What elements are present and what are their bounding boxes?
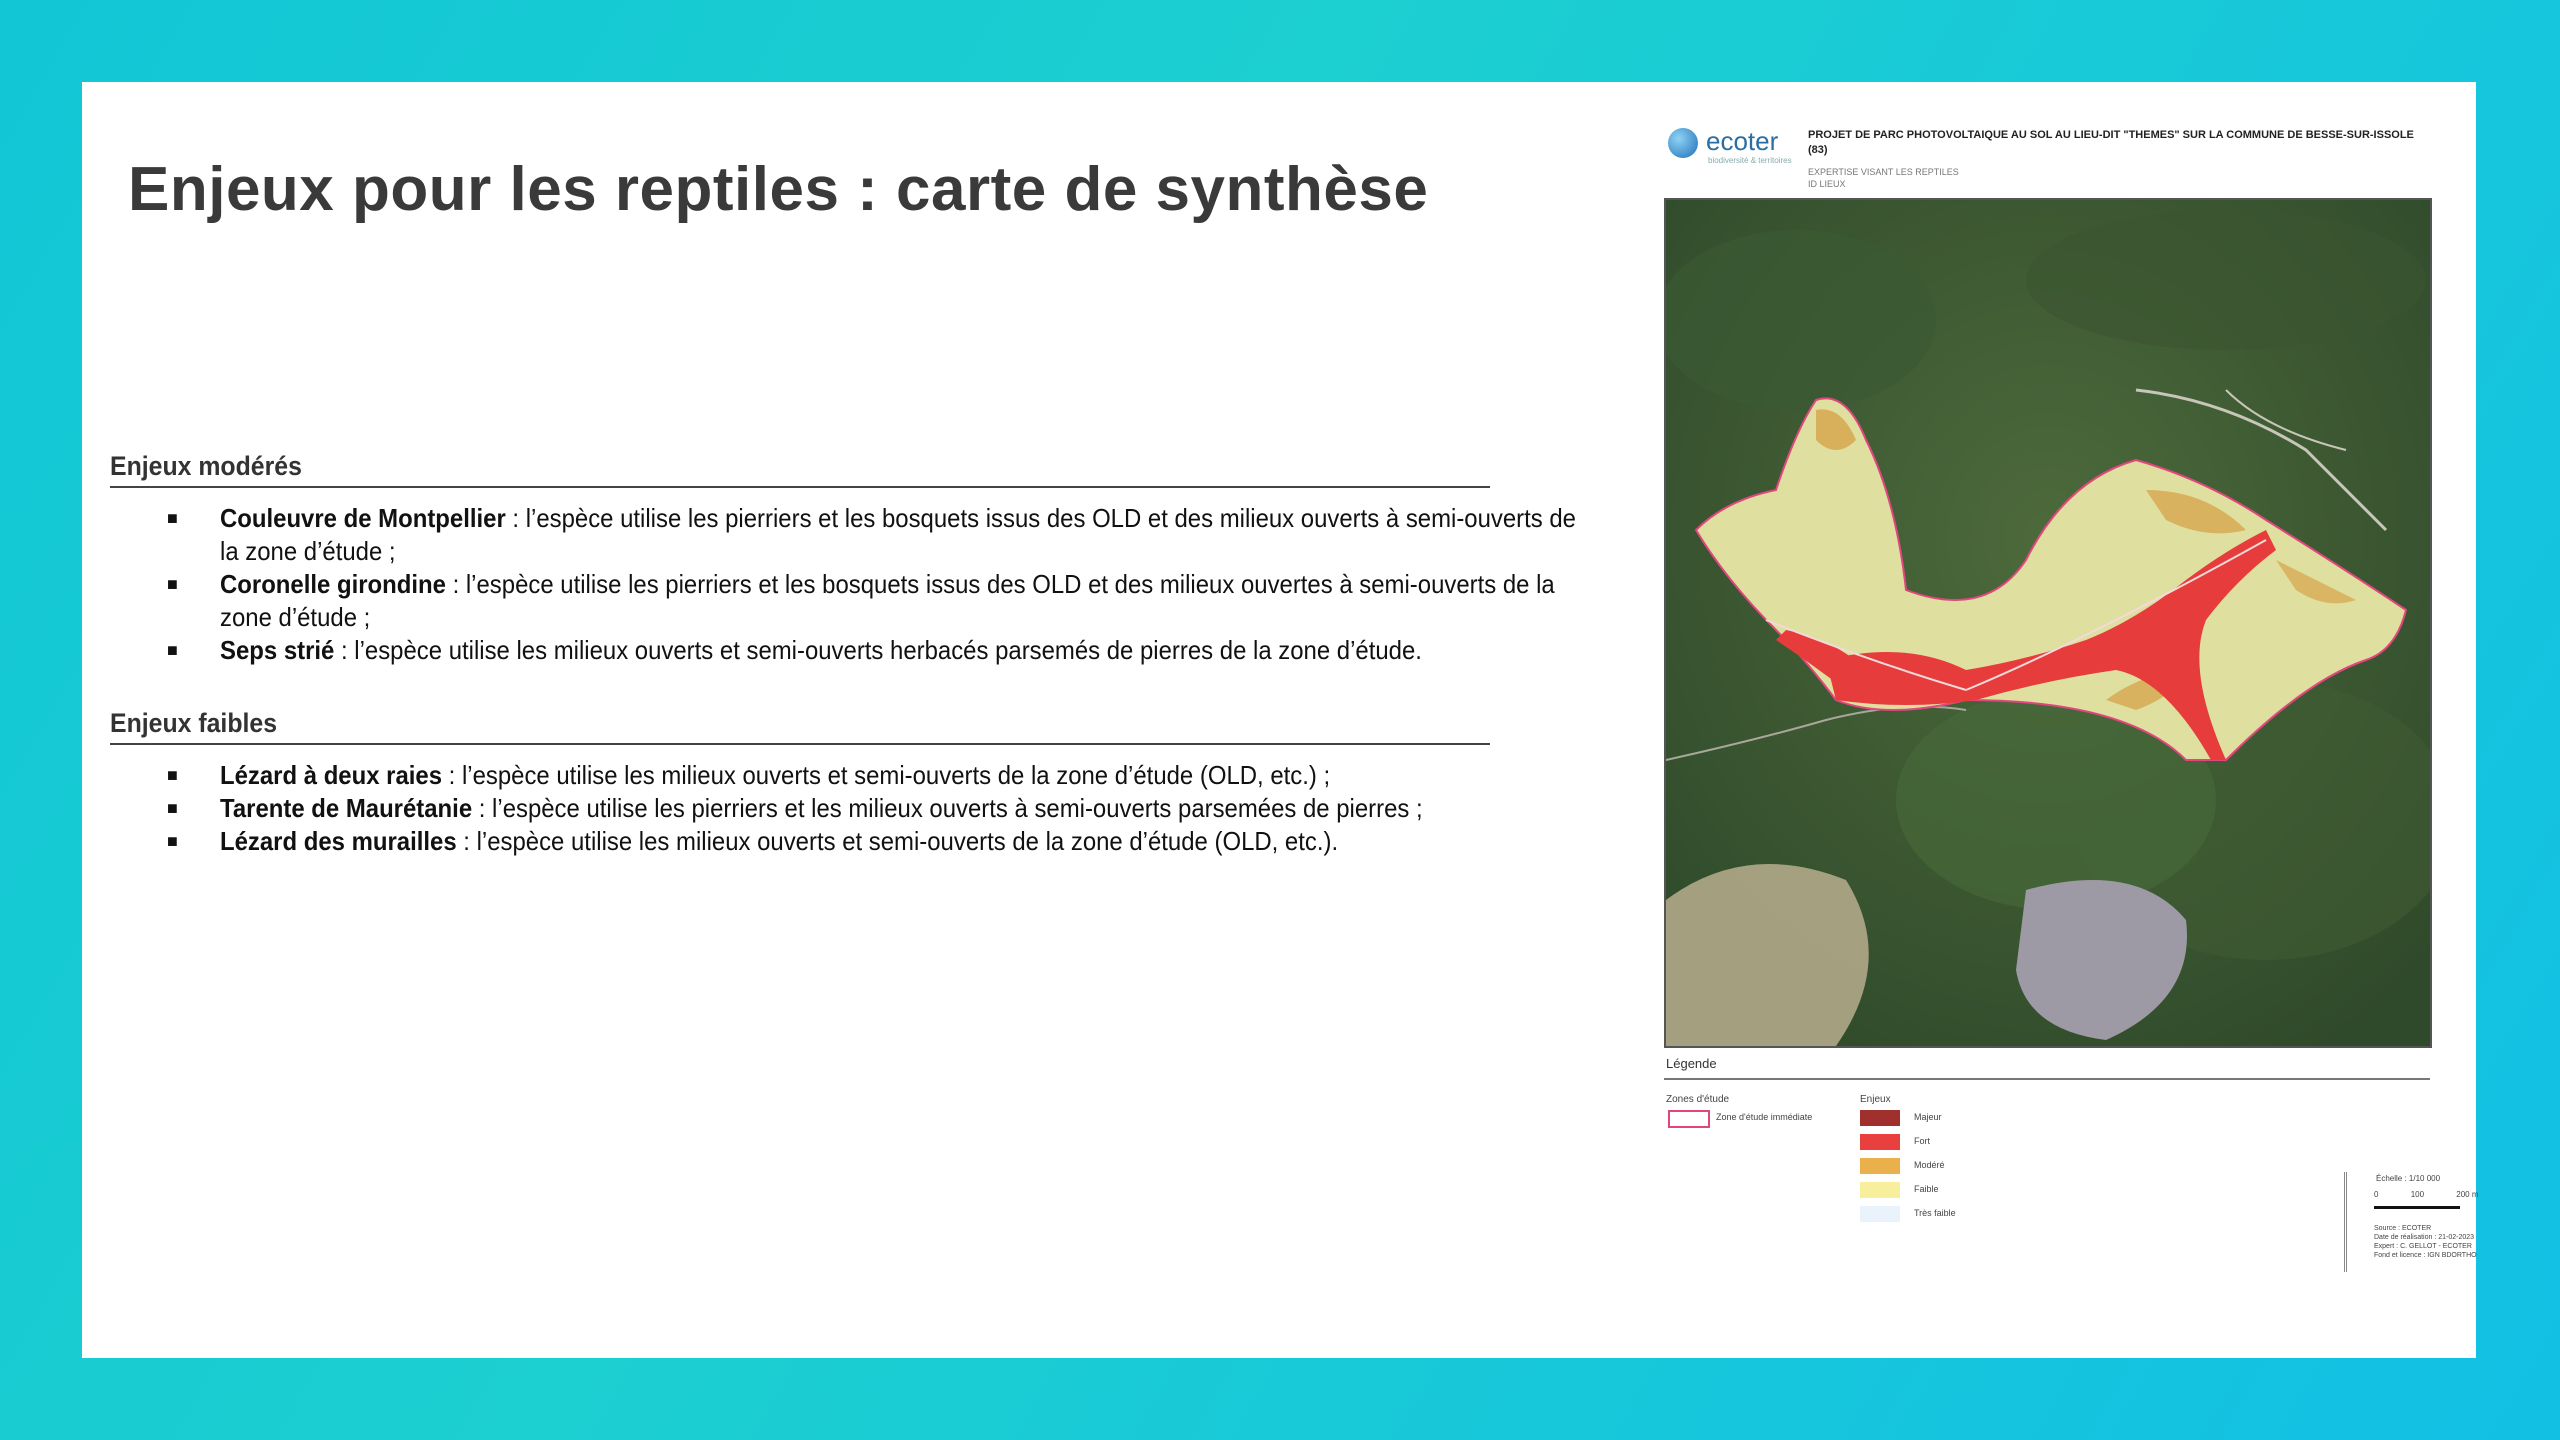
scale-bar	[2374, 1206, 2460, 1209]
content-text	[110, 450, 1610, 898]
scale-divider	[2344, 1172, 2348, 1272]
zone-swatch	[1668, 1110, 1710, 1128]
section-moderes	[110, 450, 1610, 667]
list-item	[110, 502, 1610, 568]
list-item	[110, 792, 1610, 825]
bullet-icon: ■	[167, 765, 178, 785]
bullet-icon: ■	[167, 640, 178, 660]
species-list	[110, 502, 1610, 667]
legend-label: Modéré	[1914, 1160, 1945, 1170]
enjeux-label: Enjeux	[1860, 1094, 1891, 1105]
aerial-map	[1664, 198, 2432, 1048]
legend-swatch-tres-faible	[1860, 1206, 1900, 1222]
zone-item-label: Zone d'étude immédiate	[1716, 1112, 1813, 1122]
species-name: Lézard à deux raies	[220, 760, 443, 790]
field-area	[1666, 864, 1869, 1046]
species-name: Lézard des murailles	[220, 826, 457, 856]
legend-swatch-modere	[1860, 1158, 1900, 1174]
species-text: : l’espèce utilise les milieux ouverts et semi-ouverts de la zone d’étude (OLD, etc.) ;	[442, 760, 1331, 790]
legend-divider	[1664, 1078, 2430, 1080]
legend-label: Très faible	[1914, 1208, 1956, 1218]
bullet-icon: ■	[167, 508, 178, 528]
species-list	[110, 759, 1610, 858]
species-name: Tarente de Maurétanie	[220, 793, 473, 823]
species-text: : l’espèce utilise les pierriers et les bosquets issus des OLD et des milieux ouverts à semi-ouverts de la zone d’étude ;	[220, 503, 1576, 566]
page-title: Enjeux pour les reptiles : carte de synthèse	[128, 155, 1429, 224]
section-faibles	[110, 707, 1610, 858]
aerial-map-graphic	[1666, 200, 2430, 1046]
legend-label: Faible	[1914, 1184, 1939, 1194]
section-heading: Enjeux faibles	[110, 707, 1490, 745]
species-name: Couleuvre de Montpellier	[220, 503, 506, 533]
zones-label: Zones d'étude	[1666, 1094, 1730, 1105]
slide	[82, 82, 2479, 1358]
species-text: : l’espèce utilise les milieux ouverts et semi-ouverts de la zone d’étude (OLD, etc.).	[456, 826, 1339, 856]
species-text: : l’espèce utilise les pierriers et les milieux ouverts à semi-ouverts parsemées de pierres ;	[472, 793, 1423, 823]
bullet-icon: ■	[167, 831, 178, 851]
map-sources: Source : ECOTER Date de réalisation : 21-02-2023 Expert : C. GELLOT - ECOTER Fond et licence : IGN BDORTHO	[2374, 1225, 2477, 1259]
bullet-icon: ■	[167, 798, 178, 818]
legend-swatch-majeur	[1860, 1110, 1900, 1126]
section-heading: Enjeux modérés	[110, 450, 1490, 488]
species-text: : l’espèce utilise les pierriers et les bosquets issus des OLD et des milieux ouvertes à semi-ouverts de la zone d’étude ;	[220, 569, 1555, 632]
ecoter-logo-icon	[1668, 128, 1698, 158]
map-figure	[1658, 120, 2479, 1320]
legend-title: Légende	[1666, 1056, 1717, 1071]
list-item	[110, 634, 1610, 667]
list-item	[110, 759, 1610, 792]
list-item	[110, 825, 1610, 858]
logo-subtext: biodiversité & territoires	[1708, 156, 1792, 165]
map-header	[1658, 120, 2458, 190]
scale-ticks: 0 100 200 m	[2374, 1190, 2479, 1199]
species-name: Coronelle girondine	[220, 569, 446, 599]
legend-label: Fort	[1914, 1136, 1931, 1146]
logo-text: ecoter	[1706, 126, 1779, 156]
bullet-icon: ■	[167, 574, 178, 594]
legend-swatch-fort	[1860, 1134, 1900, 1150]
species-text: : l’espèce utilise les milieux ouverts et semi-ouverts herbacés parsemés de pierres de la zone d’étude.	[334, 635, 1422, 665]
species-name: Seps strié	[220, 635, 335, 665]
list-item	[110, 568, 1610, 634]
map-subtitle: EXPERTISE VISANT LES REPTILES ID LIEUX	[1808, 167, 1959, 189]
map-title: PROJET DE PARC PHOTOVOLTAIQUE AU SOL AU LIEU-DIT "THEMES" SUR LA COMMUNE DE BESSE-SUR-ISSOLE (83)	[1808, 129, 2414, 156]
scale-label: Échelle : 1/10 000	[2376, 1174, 2441, 1183]
legend-label: Majeur	[1914, 1112, 1942, 1122]
legend-swatch-faible	[1860, 1182, 1900, 1198]
